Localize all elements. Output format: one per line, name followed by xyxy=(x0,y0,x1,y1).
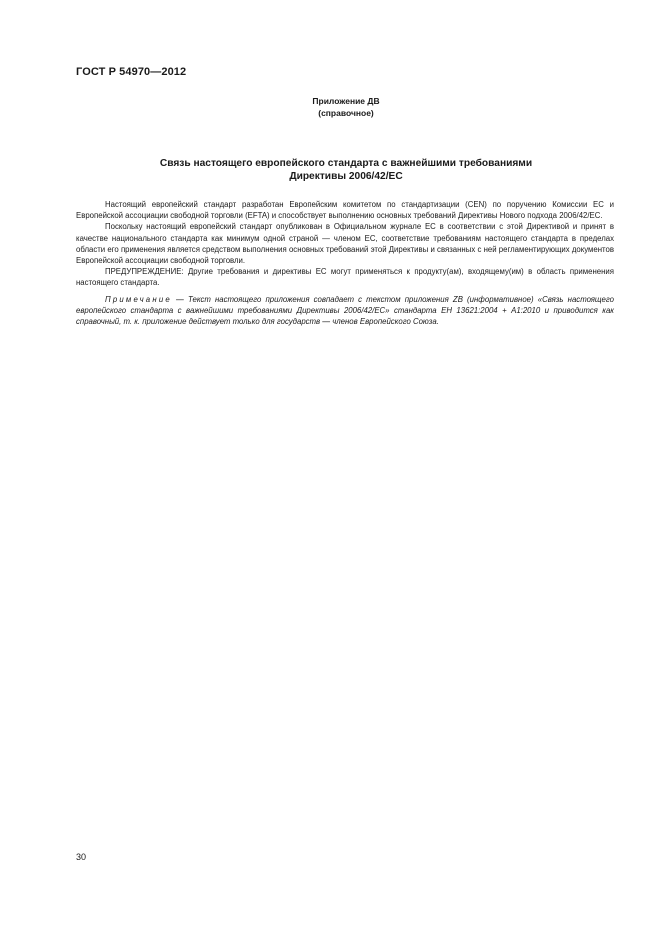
paragraph: Настоящий европейский стандарт разработан Европейским комитетом по стандартизации (CEN) по поручению Комиссии ЕС и Европейской ассоциации свободной торговли (EFTA) и способствует выполнению основных требований Директивы Нового подхода 2006/42/ЕС. xyxy=(76,200,614,221)
page-number: 30 xyxy=(76,852,87,862)
body-text xyxy=(76,199,614,327)
warning-paragraph: ПРЕДУПРЕЖДЕНИЕ: Другие требования и директивы ЕС могут применяться к продукту(ам), входящему(им) в область применения настоящего стандарта. xyxy=(76,267,614,288)
section-title-line-2: Директивы 2006/42/ЕС xyxy=(289,171,403,182)
appendix-label: Приложение ДВ xyxy=(312,96,380,106)
note-label: Примечание xyxy=(105,294,172,304)
note-text: — Текст настоящего приложения совпадает с текстом приложения ZB (информативное) «Связь настоящего европейского стандарта с важнейшими требованиями Директивы 2006/42/ЕС» стандарта ЕН 13621:2004 + А1:2010 и приводится как справочный, т. к. приложение действует только для государств — членов Европейского Союза. xyxy=(76,294,614,327)
section-title xyxy=(76,157,616,183)
note-paragraph xyxy=(76,294,614,328)
section-title-line-1: Связь настоящего европейского стандарта с важнейшими требованиями xyxy=(159,158,533,169)
paragraph: Поскольку настоящий европейский стандарт опубликован в Официальном журнале ЕС в соответствии с этой Директивой и принят в качестве национального стандарта как минимум одной страной — членом ЕС, соответствие требованиям настоящего стандарта в пределах области его применения является средством выполнения основных требований этой Директивы и связанных с ней регламентирующих документов Европейской ассоциации свободной торговли. xyxy=(76,222,614,266)
appendix-type: (справочное) xyxy=(318,108,374,118)
appendix-heading xyxy=(76,95,616,119)
document-code: ГОСТ Р 54970—2012 xyxy=(76,66,187,78)
